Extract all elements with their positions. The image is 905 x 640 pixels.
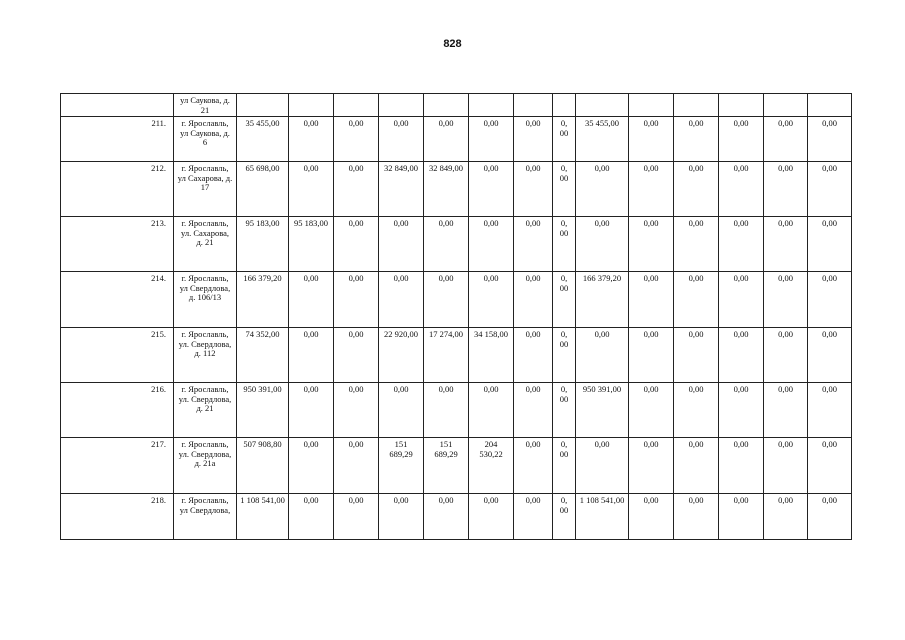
amount-cell: 151 689,29 <box>379 438 424 494</box>
amount-cell: 151 689,29 <box>424 438 469 494</box>
amount-cell: 74 352,00 <box>237 328 289 383</box>
amount-cell: 32 849,00 <box>379 162 424 217</box>
amount-cell: 0,00 <box>629 494 674 540</box>
amount-cell <box>553 94 576 117</box>
amount-cell: 0,00 <box>629 272 674 328</box>
page-number: 828 <box>443 38 462 50</box>
amount-cell: 0,00 <box>379 217 424 272</box>
table-row <box>61 328 852 383</box>
amount-cell: 0,00 <box>334 383 379 438</box>
address-cell: г. Ярославль, ул Свердлова, <box>174 494 237 540</box>
amount-cell: 0,00 <box>424 217 469 272</box>
address-cell: г. Ярославль, ул Сахарова, д. 17 <box>174 162 237 217</box>
amount-cell: 0,00 <box>424 494 469 540</box>
address-cell: г. Ярославль, ул. Сахарова, д. 21 <box>174 217 237 272</box>
amount-cell: 0,00 <box>719 494 764 540</box>
amount-cell: 35 455,00 <box>237 117 289 162</box>
amount-cell <box>289 94 334 117</box>
address-cell: г. Ярославль, ул. Свердлова, д. 21а <box>174 438 237 494</box>
amount-cell: 0,00 <box>334 217 379 272</box>
amount-cell: 0,00 <box>719 328 764 383</box>
table-body <box>61 94 852 540</box>
table-row <box>61 94 852 117</box>
amount-cell: 0,00 <box>424 117 469 162</box>
amount-cell: 0,00 <box>576 217 629 272</box>
amount-cell: 0,00 <box>514 272 553 328</box>
amount-cell <box>237 94 289 117</box>
amount-cell: 35 455,00 <box>576 117 629 162</box>
amount-cell: 0,00 <box>514 117 553 162</box>
amount-cell: 0,00 <box>379 494 424 540</box>
amount-cell: 0,00 <box>808 217 852 272</box>
amount-cell: 0,00 <box>469 117 514 162</box>
amount-cell: 0,00 <box>424 272 469 328</box>
row-number-cell: 218. <box>61 494 174 540</box>
address-cell: г. Ярославль, ул. Свердлова, д. 21 <box>174 383 237 438</box>
amount-cell: 0,00 <box>514 217 553 272</box>
amount-cell: 0,00 <box>808 438 852 494</box>
amount-cell: 0,00 <box>334 494 379 540</box>
amount-cell: 0,00 <box>469 383 514 438</box>
table-row <box>61 217 852 272</box>
amount-cell: 0,00 <box>764 117 808 162</box>
amount-cell: 0, 00 <box>553 383 576 438</box>
amount-cell: 0,00 <box>674 117 719 162</box>
amount-cell <box>424 94 469 117</box>
table-row <box>61 494 852 540</box>
address-cell: ул Саукова, д. 21 <box>174 94 237 117</box>
amount-cell: 0,00 <box>808 494 852 540</box>
row-number-cell: 213. <box>61 217 174 272</box>
amount-cell: 0, 00 <box>553 272 576 328</box>
amount-cell: 0,00 <box>289 438 334 494</box>
amount-cell: 0,00 <box>808 117 852 162</box>
amount-cell: 0,00 <box>379 383 424 438</box>
amount-cell: 507 908,80 <box>237 438 289 494</box>
table-row <box>61 383 852 438</box>
amount-cell: 0,00 <box>289 383 334 438</box>
table-row <box>61 272 852 328</box>
amount-cell: 22 920,00 <box>379 328 424 383</box>
amount-cell: 0,00 <box>764 162 808 217</box>
amount-cell: 0,00 <box>808 328 852 383</box>
amount-cell: 0,00 <box>334 162 379 217</box>
amount-cell: 1 108 541,00 <box>576 494 629 540</box>
amount-cell: 0,00 <box>576 162 629 217</box>
amount-cell: 0,00 <box>289 272 334 328</box>
amount-cell: 0,00 <box>764 328 808 383</box>
amount-cell: 0,00 <box>764 438 808 494</box>
amount-cell: 0,00 <box>629 162 674 217</box>
amount-cell <box>379 94 424 117</box>
amount-cell: 0,00 <box>764 494 808 540</box>
table-row <box>61 117 852 162</box>
amount-cell <box>674 94 719 117</box>
amount-cell <box>629 94 674 117</box>
address-cell: г. Ярославль, ул Свердлова, д. 106/13 <box>174 272 237 328</box>
amount-cell <box>808 94 852 117</box>
amount-cell: 0,00 <box>629 117 674 162</box>
amount-cell: 0,00 <box>808 383 852 438</box>
amount-cell: 0,00 <box>334 328 379 383</box>
amount-cell: 0,00 <box>379 117 424 162</box>
amount-cell: 0,00 <box>629 383 674 438</box>
amount-cell: 0,00 <box>764 383 808 438</box>
amount-cell: 0,00 <box>674 494 719 540</box>
row-number-cell: 217. <box>61 438 174 494</box>
amount-cell: 0,00 <box>469 272 514 328</box>
amount-cell: 0,00 <box>719 272 764 328</box>
amount-cell: 950 391,00 <box>576 383 629 438</box>
amount-cell: 0,00 <box>674 162 719 217</box>
amount-cell: 0,00 <box>674 438 719 494</box>
amount-cell: 0,00 <box>719 217 764 272</box>
amount-cell: 0,00 <box>674 272 719 328</box>
amount-cell: 0,00 <box>674 383 719 438</box>
amount-cell: 0,00 <box>514 162 553 217</box>
amount-cell: 0,00 <box>289 117 334 162</box>
amount-cell: 0,00 <box>576 328 629 383</box>
address-cell: г. Ярославль, ул. Свердлова, д. 112 <box>174 328 237 383</box>
amount-cell: 0, 00 <box>553 438 576 494</box>
amount-cell: 95 183,00 <box>237 217 289 272</box>
amount-cell: 34 158,00 <box>469 328 514 383</box>
amount-cell: 0,00 <box>808 162 852 217</box>
amount-cell: 0,00 <box>514 328 553 383</box>
amount-cell: 0,00 <box>764 272 808 328</box>
amount-cell <box>334 94 379 117</box>
data-table <box>60 93 852 540</box>
address-cell: г. Ярославль, ул Саукова, д. 6 <box>174 117 237 162</box>
table-row <box>61 162 852 217</box>
amount-cell: 0,00 <box>576 438 629 494</box>
amount-cell: 17 274,00 <box>424 328 469 383</box>
amount-cell: 0,00 <box>334 117 379 162</box>
amount-cell: 0, 00 <box>553 117 576 162</box>
row-number-cell: 212. <box>61 162 174 217</box>
amount-cell: 0,00 <box>424 383 469 438</box>
amount-cell: 0,00 <box>719 162 764 217</box>
amount-cell: 65 698,00 <box>237 162 289 217</box>
amount-cell: 0, 00 <box>553 217 576 272</box>
amount-cell: 0,00 <box>674 328 719 383</box>
amount-cell: 0, 00 <box>553 162 576 217</box>
amount-cell: 0,00 <box>719 117 764 162</box>
amount-cell <box>514 94 553 117</box>
table-row <box>61 438 852 494</box>
amount-cell: 0,00 <box>674 217 719 272</box>
amount-cell: 0,00 <box>514 383 553 438</box>
amount-cell: 1 108 541,00 <box>237 494 289 540</box>
amount-cell: 0,00 <box>334 438 379 494</box>
amount-cell: 0,00 <box>808 272 852 328</box>
amount-cell: 0,00 <box>289 328 334 383</box>
amount-cell: 0,00 <box>719 383 764 438</box>
amount-cell: 0,00 <box>334 272 379 328</box>
row-number-cell: 215. <box>61 328 174 383</box>
amount-cell: 32 849,00 <box>424 162 469 217</box>
amount-cell: 204 530,22 <box>469 438 514 494</box>
amount-cell: 0,00 <box>629 328 674 383</box>
amount-cell: 166 379,20 <box>237 272 289 328</box>
amount-cell <box>764 94 808 117</box>
amount-cell: 0, 00 <box>553 328 576 383</box>
row-number-cell <box>61 94 174 117</box>
amount-cell: 0, 00 <box>553 494 576 540</box>
row-number-cell: 214. <box>61 272 174 328</box>
amount-cell: 0,00 <box>289 162 334 217</box>
row-number-cell: 216. <box>61 383 174 438</box>
amount-cell: 0,00 <box>719 438 764 494</box>
row-number-cell: 211. <box>61 117 174 162</box>
amount-cell: 0,00 <box>629 438 674 494</box>
amount-cell: 0,00 <box>514 438 553 494</box>
amount-cell: 0,00 <box>289 494 334 540</box>
amount-cell: 950 391,00 <box>237 383 289 438</box>
amount-cell: 0,00 <box>629 217 674 272</box>
amount-cell: 0,00 <box>379 272 424 328</box>
amount-cell: 95 183,00 <box>289 217 334 272</box>
amount-cell: 0,00 <box>469 217 514 272</box>
amount-cell: 0,00 <box>764 217 808 272</box>
amount-cell <box>576 94 629 117</box>
amount-cell: 0,00 <box>469 494 514 540</box>
amount-cell: 0,00 <box>469 162 514 217</box>
amount-cell <box>719 94 764 117</box>
amount-cell: 0,00 <box>514 494 553 540</box>
amount-cell <box>469 94 514 117</box>
amount-cell: 166 379,20 <box>576 272 629 328</box>
